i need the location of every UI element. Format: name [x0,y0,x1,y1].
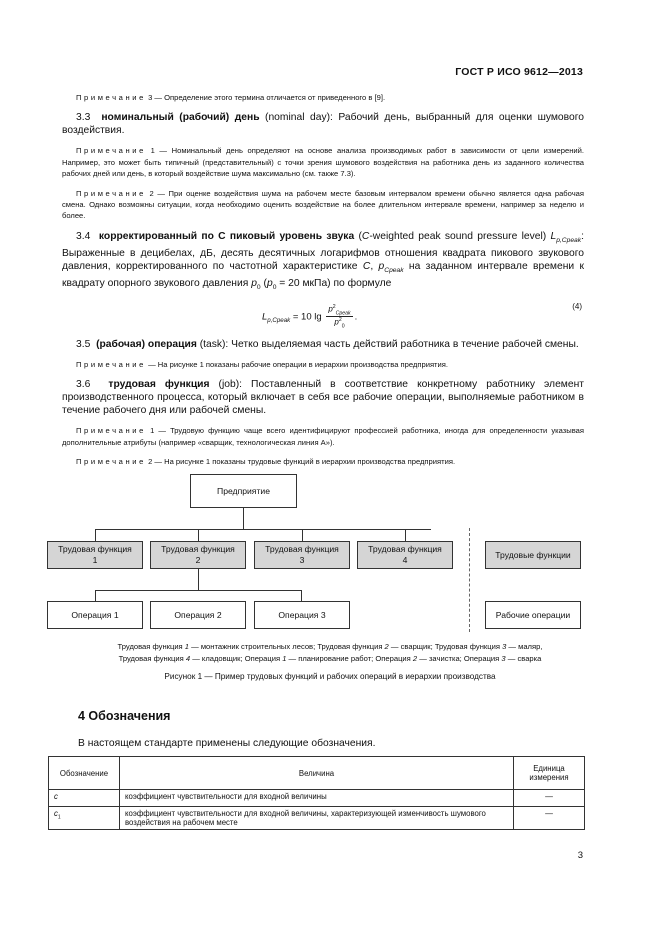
connector [198,529,199,541]
symbols-table [48,756,585,830]
symbol-cell: c [49,790,120,807]
operation-box-2: Операция 2 [150,601,246,629]
note: Примечание — На рисунке 1 показаны рабочие операции в иерархии производства предприятия. [76,359,448,369]
connector [301,590,302,601]
table-header: Величина [120,757,514,790]
table-row [49,790,585,807]
connector [302,529,303,541]
term-3-6: 3.6 трудовая функция (job): Поставленный в соответствие конкретному работнику элемент производственного процесса, который включает в себя все рабочие операции, выполняемые работником в течение рабочего дня или рабочей смены. [62,379,584,417]
figure-caption: Рисунок 1 — Пример трудовых функций и рабочих операций в иерархии производства [164,672,496,681]
note: Примечание 2 — При оценке воздействия шума на рабочем месте базовым интервалом времени обычно является одна рабочая смена. Однако возможны ситуации, когда необходимо оценить воздействие на более длительном интервале времени, например за неделю и более. [62,188,584,221]
term-3-3: 3.3 номинальный (рабочий) день (nominal day): Рабочий день, выбранный для оценки шумового воздействия. [62,112,585,137]
formula-expression: $L_{p,Cpeak} = 10$ lg $\frac{p^2_{Cpeak}}{p^2_0}$ . [262,303,358,330]
operation-box-1: Операция 1 [47,601,143,629]
job-function-box-4: Трудовая функция 4 [357,541,453,569]
connector [95,529,431,530]
page-number: 3 [577,850,583,861]
term-3-5: 3.5 (рабочая) операция (task): Четко выделяемая часть действий работника в течение рабочей смены. [76,338,579,350]
job-function-box-2: Трудовая функция 2 [150,541,246,569]
job-function-box-3: Трудовая функция 3 [254,541,350,569]
table-header: Обозначение [49,757,120,790]
enterprise-box: Предприятие [190,474,297,508]
connector [198,569,199,590]
note: Примечание 1 — Трудовую функцию чаще всего идентифицируют профессией работника, иногда для определенности указывая дополнительные атрибуты (например «сварщик, технологическая линия А»). [62,426,584,447]
unit-cell: — [514,790,585,807]
section-heading: 4 Обозначения [78,709,171,723]
page-body [62,92,584,476]
note: Примечание 1 — Номинальный день определяют на основе анализа производимых работ в зависимости от цели измерений. Например, это может быть типичный (представительный) с точки зрения шумового воздействия на работника день из заданного количества рабочих дней или день, в который воздействие шума максимально (см. также 7.3). [62,146,584,179]
legend-divider [469,528,470,632]
connector [95,590,301,591]
figure-legend: Трудовая функция 1 — монтажник строительных лесов; Трудовая функция 2 — сварщик; Трудовая функция 3 — маляр, Трудовая функция 4 — кладовщик; Операция 1 — планирование работ; Операция 2 — зачистка; Операция 3 — сварка [117,642,543,663]
note: Примечание 3 — Определение этого термина отличается от приведенного в [9]. [76,93,386,102]
connector [243,508,244,529]
formula-4 [62,300,584,330]
table-header: Единица измерения [514,757,585,790]
job-function-box-1: Трудовая функция 1 [47,541,143,569]
legend-operations: Рабочие операции [485,601,581,629]
note: Примечание 2 — На рисунке 1 показаны трудовые функций в иерархии производства предприятия. [76,457,456,467]
connector [95,590,96,601]
table-row [49,806,585,829]
connector [405,529,406,541]
description-cell: коэффициент чувствительности для входной величины, характеризующей изменчивость шумового воздействия на рабочем месте [120,806,514,829]
unit-cell: — [514,806,585,829]
operation-box-3: Операция 3 [254,601,350,629]
term-3-4: 3.4 корректированный по С пиковый уровень звука (C-weighted peak sound pressure level) $L_{p,Cpeak}$: Выраженные в децибелах, дБ, десять десятичных логарифмов отношения квадрата пикового звукового давления, корректированного по частотной характеристике C, $p_{Cpeak}$ на заданном интервале времени к квадрату опорного звукового давления $p_0$ ($p_0 = 20$ мкПа) по формуле [62,230,585,291]
section-intro: В настоящем стандарте применены следующие обозначения. [78,738,376,749]
legend-job-functions: Трудовые функции [485,541,581,569]
document-header: ГОСТ Р ИСО 9612—2013 [455,66,583,78]
connector [95,529,96,541]
formula-number: (4) [572,301,582,311]
description-cell: коэффициент чувствительности для входной величины [120,790,514,807]
symbol-cell: $c_1$ [49,806,120,829]
